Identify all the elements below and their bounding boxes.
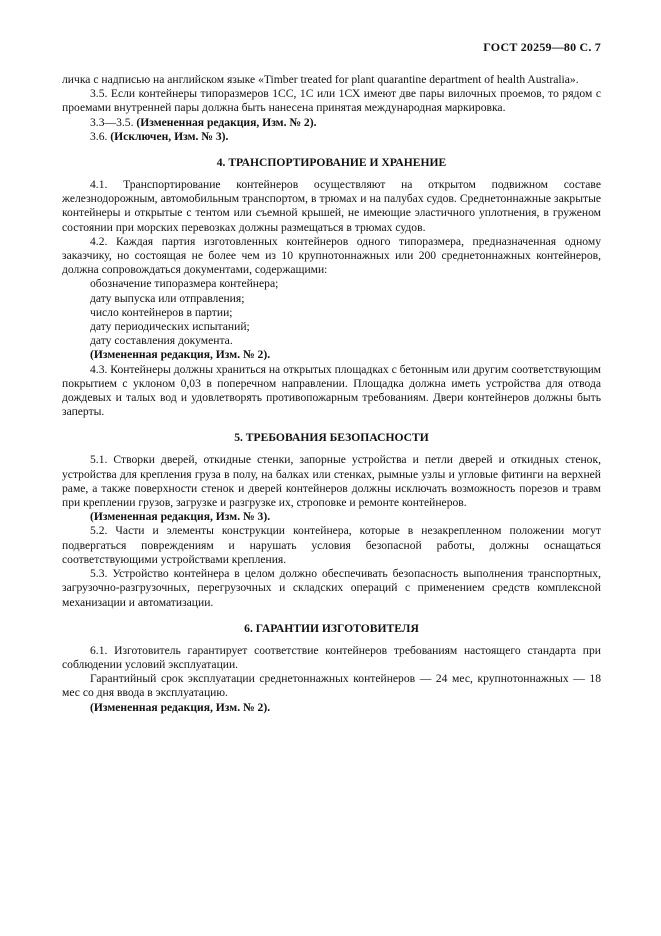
amendment-note: (Измененная редакция, Изм. № 2).	[136, 115, 317, 129]
document-page	[62, 40, 601, 715]
list-item: дату составления документа.	[90, 334, 233, 348]
intro-paragraph: личка с надписью на английском языке «Timber treated for plant quarantine department of health Australia».	[62, 73, 579, 86]
clause-3-3-3-5-amendment	[62, 116, 601, 130]
section-4-title: 4. ТРАНСПОРТИРОВАНИЕ И ХРАНЕНИЕ	[216, 156, 447, 170]
amendment-note: (Измененная редакция, Изм. № 3).	[90, 510, 271, 524]
section-6-title: 6. ГАРАНТИИ ИЗГОТОВИТЕЛЯ	[244, 621, 419, 635]
clause-4-3: 4.3. Контейнеры должны храниться на открытых площадках с бетонным или другим соответствующим покрытием с уклоном 0,03 в поперечном направлении. Площадка должна иметь устройства для отвода дождевых и талых вод и удовлетворять противопожарным требованиям. Двери контейнеров должны быть заперты.	[62, 362, 601, 419]
clause-5-3: 5.3. Устройство контейнера в целом должно обеспечивать безопасность выполнения транспортных, загрузочно-разгрузочных, перегрузочных и складских операций с применением средств комплексной механизации и автоматизации.	[62, 567, 601, 609]
clause-number: 3.6.	[90, 129, 108, 143]
warranty-period: Гарантийный срок эксплуатации среднетоннажных контейнеров — 24 мес, крупнотоннажных — 18 мес со дня ввода в эксплуатацию.	[62, 672, 601, 700]
page-header: ГОСТ 20259—80 С. 7	[483, 40, 601, 54]
clause-6-1: 6.1. Изготовитель гарантирует соответствие контейнеров требованиям настоящего стандарта при соблюдении условий эксплуатации.	[62, 643, 601, 671]
clause-4-2: 4.2. Каждая партия изготовленных контейнеров одного типоразмера, предназначенная одному заказчику, но состоящая не более чем из 10 крупнотоннажных или 200 среднетоннажных контейнеров, должна сопровождаться документами, содержащими:	[62, 234, 601, 277]
clause-5-1: 5.1. Створки дверей, откидные стенки, запорные устройства и петли дверей и откидных стенок, устройства для крепления груза в полу, на балках или стенках, рымные узлы и угловые фитинги на верхней раме, а также поверхности стенок и дверей контейнеров должны исключать возможность порезов и травм при креплении грузов, загрузке и разгрузке их, строповке и ремонте контейнеров.	[62, 453, 601, 510]
clause-5-2: 5.2. Части и элементы конструкции контейнера, которые в незакрепленном положении могут подвергаться повреждениям и нарушать условия безопасной работы, должны оснащаться соответствующими устройствами крепления.	[62, 524, 601, 566]
clause-number: 3.3—3.5.	[90, 115, 134, 129]
list-item: обозначение типоразмера контейнера;	[90, 277, 279, 291]
excluded-note: (Исключен, Изм. № 3).	[110, 129, 229, 143]
clause-4-1: 4.1. Транспортирование контейнеров осуществляют на открытом подвижном составе железнодорожным, автомобильным транспортом, в трюмах и на палубах судов. Среднетоннажные закрытые контейнеры и открытые с тентом или съемной крышей, не имеющие эластичного уплотнения, в груженом состоянии при морских перевозках должны размещаться в трюмах судов.	[62, 178, 601, 234]
list-item: число контейнеров в партии;	[90, 305, 233, 319]
list-item: дату периодических испытаний;	[90, 320, 250, 334]
amendment-note: (Измененная редакция, Изм. № 2).	[90, 348, 271, 362]
clause-3-5: 3.5. Если контейнеры типоразмеров 1СС, 1С или 1СХ имеют две пары вилочных проемов, то рядом с проемами внутренней пары должна быть нанесена принятая международная маркировка.	[62, 87, 601, 115]
section-5-title: 5. ТРЕБОВАНИЯ БЕЗОПАСНОСТИ	[234, 431, 429, 445]
list-item: дату выпуска или отправления;	[90, 291, 245, 305]
amendment-note: (Измененная редакция, Изм. № 2).	[90, 700, 271, 714]
clause-3-6	[62, 130, 601, 144]
